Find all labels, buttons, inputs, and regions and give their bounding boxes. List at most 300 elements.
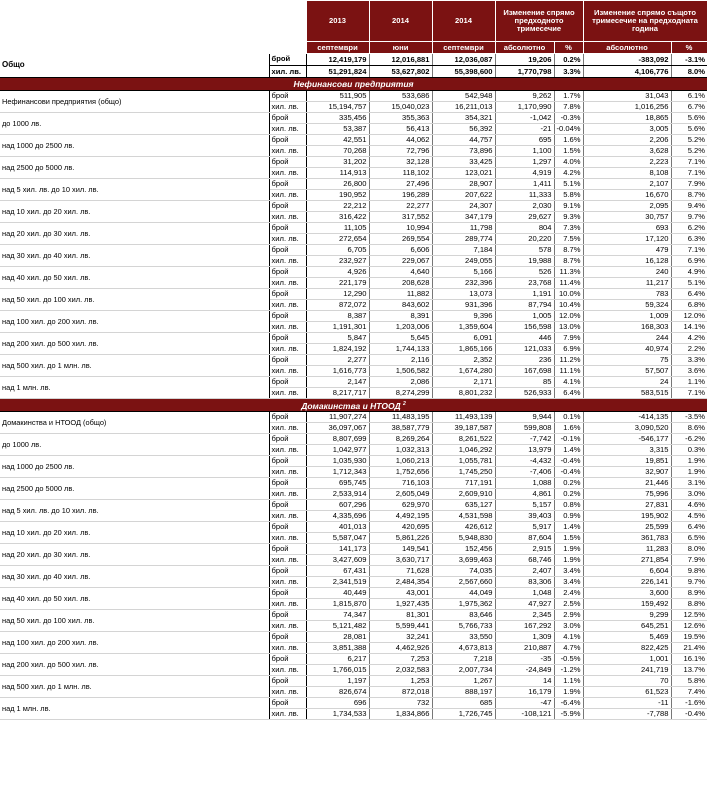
row-label: над 50 хил. до 100 хил. лв. <box>0 610 269 632</box>
data-cell: 317,552 <box>369 212 432 223</box>
data-cell: 2,352 <box>432 355 495 366</box>
unit-label: брой <box>269 522 306 533</box>
row-label: над 100 хил. до 200 хил. лв. <box>0 632 269 654</box>
table-row <box>0 201 707 212</box>
data-cell: 16,211,013 <box>432 102 495 113</box>
data-cell: 843,602 <box>369 300 432 311</box>
data-cell: 32,241 <box>369 632 432 643</box>
table-row <box>0 566 707 577</box>
header-month-1: септември <box>306 42 369 54</box>
data-cell: 87,794 <box>495 300 554 311</box>
data-cell: 43,001 <box>369 588 432 599</box>
table-row <box>0 223 707 234</box>
data-cell: 19,206 <box>495 54 554 66</box>
data-cell: 4,673,813 <box>432 643 495 654</box>
data-cell: 1,197 <box>306 676 369 687</box>
data-cell: 5.6% <box>671 124 707 135</box>
table-row <box>0 500 707 511</box>
unit-label: брой <box>269 698 306 709</box>
data-cell: 6.2% <box>671 223 707 234</box>
data-cell: 2,277 <box>306 355 369 366</box>
data-cell: 12,419,179 <box>306 54 369 66</box>
data-cell: 8,387 <box>306 311 369 322</box>
row-label: над 40 хил. до 50 хил. лв. <box>0 267 269 289</box>
data-cell: 47,927 <box>495 599 554 610</box>
data-cell: 1.5% <box>554 533 583 544</box>
data-cell: 2,484,354 <box>369 577 432 588</box>
table-row <box>0 610 707 621</box>
data-cell: 4.1% <box>554 377 583 388</box>
data-cell: -414,135 <box>583 412 671 423</box>
data-cell: 10.4% <box>554 300 583 311</box>
data-cell: 2,223 <box>583 157 671 168</box>
unit-label: брой <box>269 113 306 124</box>
data-cell: 5,587,047 <box>306 533 369 544</box>
data-cell: 1,035,930 <box>306 456 369 467</box>
row-label: над 200 хил. до 500 хил. лв. <box>0 654 269 676</box>
data-cell: 361,783 <box>583 533 671 544</box>
data-cell: 1,088 <box>495 478 554 489</box>
data-cell: 39,187,587 <box>432 423 495 434</box>
data-cell: 4,106,776 <box>583 66 671 78</box>
data-cell: 9.7% <box>671 212 707 223</box>
data-cell: 12,016,881 <box>369 54 432 66</box>
data-cell: 70 <box>583 676 671 687</box>
data-cell: 0.1% <box>554 412 583 423</box>
data-cell: 804 <box>495 223 554 234</box>
data-cell: 1,359,604 <box>432 322 495 333</box>
data-cell: 3.0% <box>671 489 707 500</box>
unit-label: хил. лв. <box>269 489 306 500</box>
data-cell: 114,913 <box>306 168 369 179</box>
data-cell: 5.1% <box>554 179 583 190</box>
data-cell: 16,179 <box>495 687 554 698</box>
data-cell: 8.9% <box>671 588 707 599</box>
data-cell: -7,788 <box>583 709 671 720</box>
data-cell: 15,194,757 <box>306 102 369 113</box>
row-label: над 10 хил. до 20 хил. лв. <box>0 201 269 223</box>
unit-label: хил. лв. <box>269 467 306 478</box>
table-row <box>0 632 707 643</box>
unit-label: брой <box>269 610 306 621</box>
data-cell: 19.5% <box>671 632 707 643</box>
data-cell: 56,392 <box>432 124 495 135</box>
unit-label: хил. лв. <box>269 366 306 377</box>
unit-label: брой <box>269 654 306 665</box>
data-cell: 1,170,990 <box>495 102 554 113</box>
data-cell: 1.9% <box>671 456 707 467</box>
data-cell: 16.1% <box>671 654 707 665</box>
data-cell: 159,492 <box>583 599 671 610</box>
data-cell: 59,324 <box>583 300 671 311</box>
data-cell: 149,541 <box>369 544 432 555</box>
data-cell: 9,299 <box>583 610 671 621</box>
data-cell: 8.0% <box>671 544 707 555</box>
data-cell: 1,203,006 <box>369 322 432 333</box>
data-cell: 10,994 <box>369 223 432 234</box>
data-cell: 12.0% <box>554 311 583 322</box>
header-month-2: юни <box>369 42 432 54</box>
data-cell: 3,315 <box>583 445 671 456</box>
data-cell: 87,604 <box>495 533 554 544</box>
data-cell: 21.4% <box>671 643 707 654</box>
data-cell: 9,262 <box>495 91 554 102</box>
data-cell: 3,628 <box>583 146 671 157</box>
data-cell: 167,292 <box>495 621 554 632</box>
data-cell: 240 <box>583 267 671 278</box>
row-label: над 500 хил. до 1 млн. лв. <box>0 676 269 698</box>
data-cell: 3.0% <box>554 621 583 632</box>
data-cell: 526,933 <box>495 388 554 399</box>
data-cell: 9.4% <box>671 201 707 212</box>
data-cell: -0.1% <box>554 434 583 445</box>
data-cell: 73,896 <box>432 146 495 157</box>
data-cell: 208,628 <box>369 278 432 289</box>
data-cell: 5.2% <box>671 146 707 157</box>
table-row <box>0 544 707 555</box>
footnote-marker: 2 <box>403 401 406 408</box>
data-cell: 11,105 <box>306 223 369 234</box>
data-cell: 70,268 <box>306 146 369 157</box>
unit-label: хил. лв. <box>269 234 306 245</box>
unit-label: брой <box>269 478 306 489</box>
data-cell: 221,179 <box>306 278 369 289</box>
data-cell: 16,670 <box>583 190 671 201</box>
data-cell: 4.0% <box>554 157 583 168</box>
data-cell: 13.7% <box>671 665 707 676</box>
data-cell: 11.1% <box>554 366 583 377</box>
unit-label: хил. лв. <box>269 511 306 522</box>
data-cell: 6,091 <box>432 333 495 344</box>
row-label: над 30 хил. до 40 хил. лв. <box>0 566 269 588</box>
unit-label: хил. лв. <box>269 577 306 588</box>
header-year-2013: 2013 <box>306 1 369 42</box>
data-cell: 8,217,717 <box>306 388 369 399</box>
data-cell: 241,719 <box>583 665 671 676</box>
table-row <box>0 311 707 322</box>
unit-label: брой <box>269 54 306 66</box>
data-cell: -35 <box>495 654 554 665</box>
data-cell: 583,515 <box>583 388 671 399</box>
data-cell: 22,277 <box>369 201 432 212</box>
data-cell: -108,121 <box>495 709 554 720</box>
data-cell: 11,493,139 <box>432 412 495 423</box>
data-cell: 5.2% <box>671 135 707 146</box>
data-cell: 1,001 <box>583 654 671 665</box>
data-cell: 236 <box>495 355 554 366</box>
data-cell: 25,599 <box>583 522 671 533</box>
data-cell: 7.1% <box>671 388 707 399</box>
data-cell: 3,630,717 <box>369 555 432 566</box>
row-label: над 40 хил. до 50 хил. лв. <box>0 588 269 610</box>
unit-label: брой <box>269 456 306 467</box>
data-cell: 1,046,292 <box>432 445 495 456</box>
section-title: Нефинансови предприятия <box>293 79 414 89</box>
unit-label: хил. лв. <box>269 643 306 654</box>
data-cell: 30,757 <box>583 212 671 223</box>
data-cell: 4,531,598 <box>432 511 495 522</box>
row-label: над 50 хил. до 100 хил. лв. <box>0 289 269 311</box>
data-cell: 1,734,533 <box>306 709 369 720</box>
data-cell: 272,654 <box>306 234 369 245</box>
data-cell: -5.9% <box>554 709 583 720</box>
unit-label: хил. лв. <box>269 599 306 610</box>
unit-label: хил. лв. <box>269 124 306 135</box>
data-cell: 3,090,520 <box>583 423 671 434</box>
data-cell: 5,917 <box>495 522 554 533</box>
unit-label: хил. лв. <box>269 190 306 201</box>
unit-label: брой <box>269 91 306 102</box>
data-cell: 8,391 <box>369 311 432 322</box>
data-cell: 11.4% <box>554 278 583 289</box>
header-percent-2: % <box>671 42 707 54</box>
data-cell: 1,927,435 <box>369 599 432 610</box>
data-cell: 446 <box>495 333 554 344</box>
data-cell: 5,847 <box>306 333 369 344</box>
data-cell: 269,554 <box>369 234 432 245</box>
header-change-prev-quarter: Изменение спрямо предходното тримесечие <box>495 1 583 42</box>
data-cell: 232,396 <box>432 278 495 289</box>
data-cell: 14 <box>495 676 554 687</box>
data-cell: 72,796 <box>369 146 432 157</box>
data-cell: 167,698 <box>495 366 554 377</box>
data-cell: -4,432 <box>495 456 554 467</box>
unit-label: брой <box>269 500 306 511</box>
data-cell: 33,425 <box>432 157 495 168</box>
data-cell: 1.9% <box>554 687 583 698</box>
table-row <box>0 135 707 146</box>
data-cell: 2,345 <box>495 610 554 621</box>
data-cell: 420,695 <box>369 522 432 533</box>
data-cell: 7.1% <box>671 157 707 168</box>
data-cell: 826,674 <box>306 687 369 698</box>
data-cell: 1,048 <box>495 588 554 599</box>
data-cell: 12,290 <box>306 289 369 300</box>
header-change-prev-year: Изменение спрямо същото тримесечие на предходната година <box>583 1 707 42</box>
data-cell: 2.2% <box>671 344 707 355</box>
data-cell: 81,301 <box>369 610 432 621</box>
row-label: над 30 хил. до 40 хил. лв. <box>0 245 269 267</box>
table-row <box>0 412 707 423</box>
data-cell: 1.9% <box>554 555 583 566</box>
data-cell: 1,032,313 <box>369 445 432 456</box>
data-cell: 695,745 <box>306 478 369 489</box>
data-cell: 36,097,067 <box>306 423 369 434</box>
data-cell: 6,705 <box>306 245 369 256</box>
row-label: Общо <box>0 54 269 78</box>
data-cell: 152,456 <box>432 544 495 555</box>
data-cell: 67,431 <box>306 566 369 577</box>
data-cell: -0.5% <box>554 654 583 665</box>
data-cell: 21,446 <box>583 478 671 489</box>
data-cell: 68,746 <box>495 555 554 566</box>
data-cell: 57,507 <box>583 366 671 377</box>
data-cell: 6.7% <box>671 102 707 113</box>
row-label: над 2500 до 5000 лв. <box>0 478 269 500</box>
data-cell: 696 <box>306 698 369 709</box>
table-row <box>0 91 707 102</box>
data-cell: 44,062 <box>369 135 432 146</box>
data-cell: -11 <box>583 698 671 709</box>
data-cell: 0.9% <box>554 511 583 522</box>
data-cell: 210,887 <box>495 643 554 654</box>
data-cell: 5.8% <box>671 676 707 687</box>
table-header <box>0 1 707 54</box>
data-cell: 1,005 <box>495 311 554 322</box>
data-cell: 6,217 <box>306 654 369 665</box>
data-cell: 2,605,049 <box>369 489 432 500</box>
row-label: до 1000 лв. <box>0 434 269 456</box>
unit-label: хил. лв. <box>269 212 306 223</box>
data-cell: 1,506,582 <box>369 366 432 377</box>
data-cell: 783 <box>583 289 671 300</box>
data-cell: 1,253 <box>369 676 432 687</box>
data-cell: 693 <box>583 223 671 234</box>
data-cell: 426,612 <box>432 522 495 533</box>
unit-label: брой <box>269 333 306 344</box>
data-cell: 347,179 <box>432 212 495 223</box>
data-cell: 401,013 <box>306 522 369 533</box>
row-label: над 100 хил. до 200 хил. лв. <box>0 311 269 333</box>
data-cell: 8.0% <box>671 66 707 78</box>
data-cell: 7,218 <box>432 654 495 665</box>
data-cell: -6.2% <box>671 434 707 445</box>
data-cell: 6.9% <box>671 256 707 267</box>
data-cell: 19,851 <box>583 456 671 467</box>
data-cell: 0.2% <box>554 54 583 66</box>
data-cell: 56,413 <box>369 124 432 135</box>
data-cell: 249,055 <box>432 256 495 267</box>
data-cell: 6.1% <box>671 91 707 102</box>
unit-label: хил. лв. <box>269 344 306 355</box>
table-row <box>0 434 707 445</box>
data-cell: 3.6% <box>671 366 707 377</box>
unit-label: брой <box>269 135 306 146</box>
data-cell: -546,177 <box>583 434 671 445</box>
data-cell: 6.9% <box>554 344 583 355</box>
data-cell: 2,206 <box>583 135 671 146</box>
data-cell: 5,121,482 <box>306 621 369 632</box>
header-year-2014-june: 2014 <box>369 1 432 42</box>
unit-label: брой <box>269 179 306 190</box>
data-cell: 40,974 <box>583 344 671 355</box>
data-cell: 12,036,087 <box>432 54 495 66</box>
header-absolute-2: абсолютно <box>583 42 671 54</box>
table-row <box>0 522 707 533</box>
data-cell: 7,184 <box>432 245 495 256</box>
data-cell: 822,425 <box>583 643 671 654</box>
data-cell: 2.5% <box>554 599 583 610</box>
data-cell: -1.6% <box>671 698 707 709</box>
table-row <box>0 654 707 665</box>
data-cell: 4,335,696 <box>306 511 369 522</box>
data-cell: 629,970 <box>369 500 432 511</box>
data-cell: 289,774 <box>432 234 495 245</box>
data-cell: 11,882 <box>369 289 432 300</box>
data-cell: 11,483,195 <box>369 412 432 423</box>
data-cell: 11,333 <box>495 190 554 201</box>
data-cell: 1,865,166 <box>432 344 495 355</box>
data-cell: 1.9% <box>554 544 583 555</box>
data-cell: 8,801,232 <box>432 388 495 399</box>
data-cell: 7.5% <box>554 234 583 245</box>
data-cell: 2,007,734 <box>432 665 495 676</box>
data-cell: 39,403 <box>495 511 554 522</box>
data-cell: -47 <box>495 698 554 709</box>
data-cell: 2,116 <box>369 355 432 366</box>
data-cell: 1.1% <box>554 676 583 687</box>
data-cell: 542,948 <box>432 91 495 102</box>
data-cell: -7,406 <box>495 467 554 478</box>
data-cell: 27,496 <box>369 179 432 190</box>
unit-label: брой <box>269 566 306 577</box>
data-cell: 7.9% <box>554 333 583 344</box>
data-cell: 695 <box>495 135 554 146</box>
unit-label: хил. лв. <box>269 278 306 289</box>
data-cell: 1,411 <box>495 179 554 190</box>
data-cell: 3.3% <box>554 66 583 78</box>
data-cell: 4.1% <box>554 632 583 643</box>
table-row <box>0 157 707 168</box>
data-cell: -1,042 <box>495 113 554 124</box>
data-cell: 3,005 <box>583 124 671 135</box>
row-label: над 5 хил. лв. до 10 хил. лв. <box>0 500 269 522</box>
unit-label: хил. лв. <box>269 555 306 566</box>
data-cell: 1,752,656 <box>369 467 432 478</box>
row-label: над 1 млн. лв. <box>0 698 269 720</box>
section-title: Домакинства и НТООД <box>301 400 401 411</box>
data-cell: 9.1% <box>554 201 583 212</box>
data-cell: 51,291,824 <box>306 66 369 78</box>
row-label: над 2500 до 5000 лв. <box>0 157 269 179</box>
data-cell: 74,347 <box>306 610 369 621</box>
data-cell: 244 <box>583 333 671 344</box>
data-cell: 1,745,250 <box>432 467 495 478</box>
table-row <box>0 355 707 366</box>
data-cell: 1,055,781 <box>432 456 495 467</box>
data-cell: -0.3% <box>554 113 583 124</box>
data-cell: 118,102 <box>369 168 432 179</box>
data-cell: 717,191 <box>432 478 495 489</box>
table-row <box>0 698 707 709</box>
data-cell: 1,100 <box>495 146 554 157</box>
data-cell: 1,042,977 <box>306 445 369 456</box>
data-cell: 5,948,830 <box>432 533 495 544</box>
data-cell: 0.8% <box>554 500 583 511</box>
data-cell: -3.5% <box>671 412 707 423</box>
data-cell: 18,865 <box>583 113 671 124</box>
data-cell: 28,081 <box>306 632 369 643</box>
data-cell: 75,996 <box>583 489 671 500</box>
data-cell: 3,600 <box>583 588 671 599</box>
data-cell: 9,396 <box>432 311 495 322</box>
data-cell: 2,107 <box>583 179 671 190</box>
data-cell: 40,449 <box>306 588 369 599</box>
section-title-cell <box>0 399 707 412</box>
data-cell: 31,202 <box>306 157 369 168</box>
unit-label: хил. лв. <box>269 445 306 456</box>
data-cell: 1,744,133 <box>369 344 432 355</box>
data-cell: 7.1% <box>671 168 707 179</box>
section-header <box>0 78 707 91</box>
data-cell: 53,627,802 <box>369 66 432 78</box>
data-cell: 4,926 <box>306 267 369 278</box>
data-cell: 190,952 <box>306 190 369 201</box>
data-cell: 526 <box>495 267 554 278</box>
data-cell: 11,798 <box>432 223 495 234</box>
data-cell: 7.9% <box>671 179 707 190</box>
data-cell: 27,831 <box>583 500 671 511</box>
